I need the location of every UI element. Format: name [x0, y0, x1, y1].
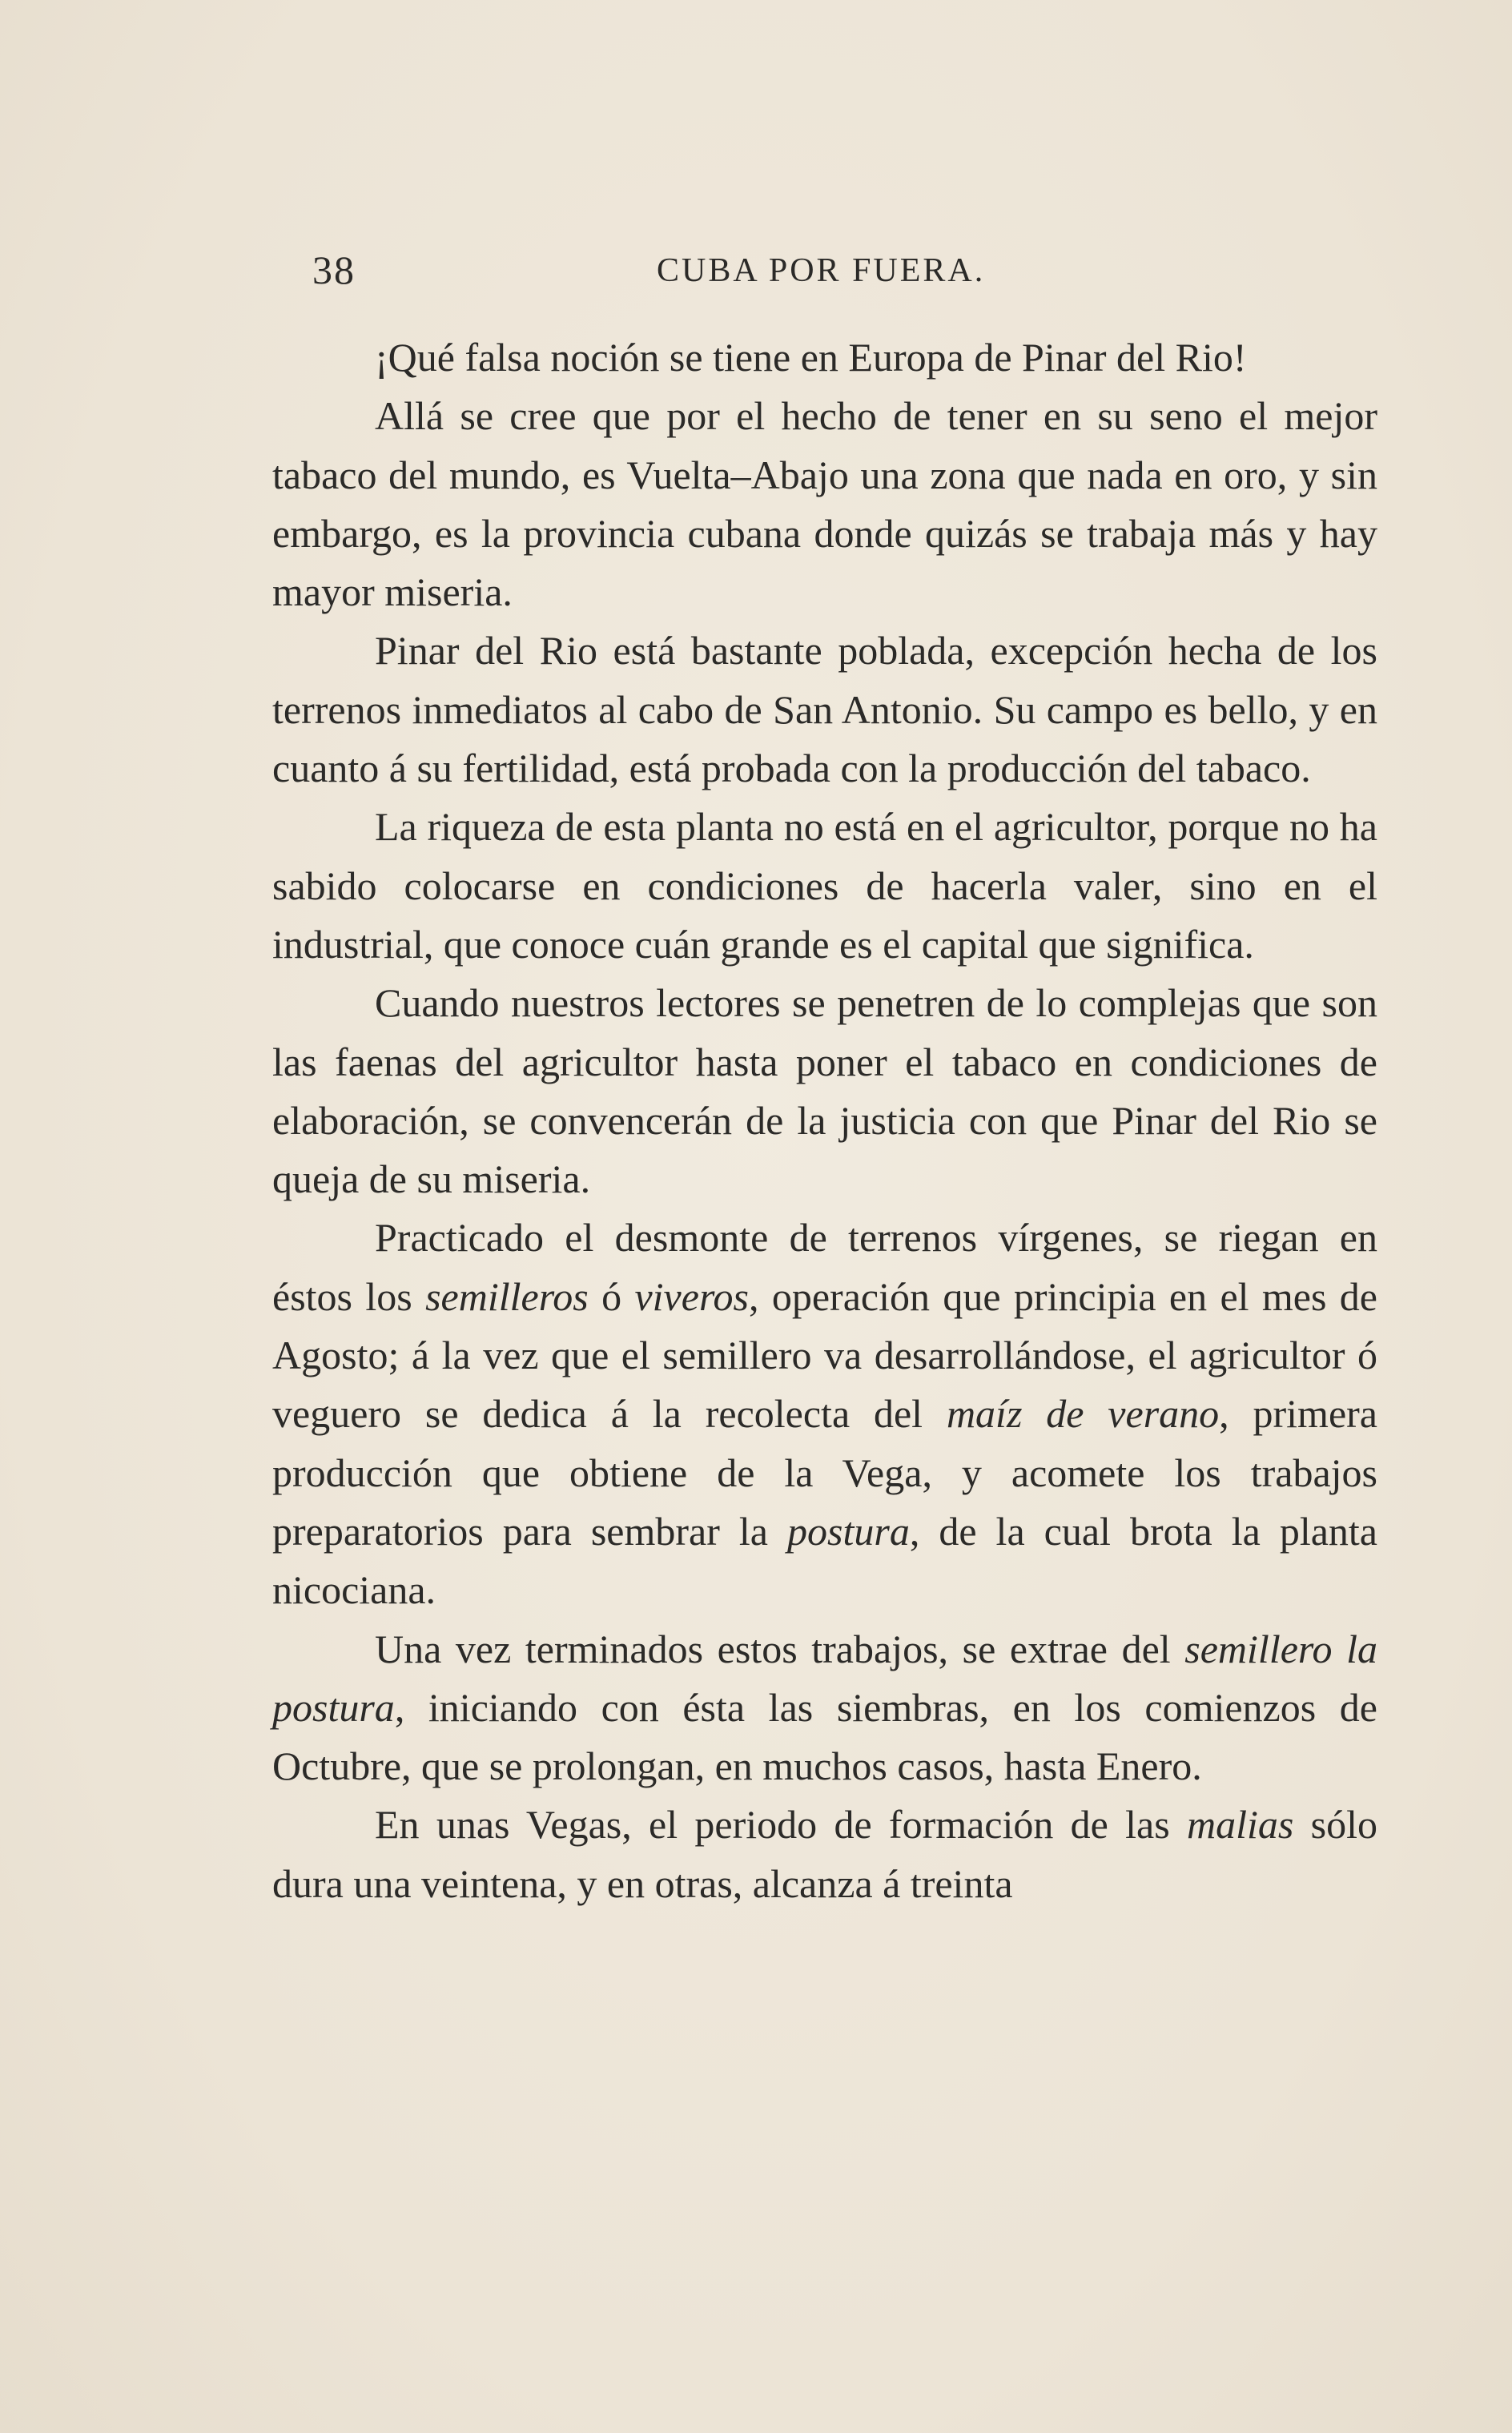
paragraph [272, 621, 1377, 798]
italic-term: maíz de verano [946, 1391, 1220, 1437]
text-run: Cuando nuestros lectores se penetren de lo complejas que son las faenas del agricultor hasta poner el tabaco en condiciones de elaboración, se convencerán de la justicia con que Pinar del Rio se queja de su miseria. [272, 980, 1377, 1202]
text-run: sólo dura una veintena, y en otras, alcanza á treinta [272, 1802, 1377, 1906]
paragraph [272, 1620, 1377, 1796]
page-number: 38 [312, 247, 356, 292]
text-run: Pinar del Rio está bastante poblada, excepción hecha de los terrenos inmediatos al cabo de San Antonio. Su campo es bello, y en cuanto á su fertilidad, está probada con la producción del tabaco. [272, 628, 1377, 791]
body-text [272, 328, 1377, 1913]
text-run: ¡Qué falsa noción se tiene en Europa de Pinar del Rio! [375, 335, 1247, 380]
text-run: , iniciando con ésta las siembras, en los comienzos de Octubre, que se prolongan, en muchos casos, hasta Enero. [272, 1684, 1377, 1789]
text-run: Una vez terminados estos trabajos, se extrae del [375, 1626, 1185, 1671]
italic-term: postura [787, 1508, 910, 1554]
italic-term: semilleros [425, 1273, 589, 1319]
text-run: ó [588, 1273, 635, 1319]
text-run: En unas Vegas, el periodo de formación de las [375, 1802, 1187, 1848]
paragraph [272, 328, 1377, 387]
text-run: La riqueza de esta planta no está en el agricultor, porque no ha sabido colocarse en condiciones de hacerla valer, sino en el industrial, que conoce cuán grande es el capital que significa. [272, 804, 1377, 967]
text-run: , de la cual brota la planta nicociana. [272, 1508, 1377, 1613]
paragraph [272, 798, 1377, 974]
italic-term: viveros [634, 1273, 749, 1319]
text-run: , primera producción que obtiene de la Vega, y acomete los trabajos preparatorios para sembrar la [272, 1391, 1377, 1554]
text-run: , operación que principia en el mes de Agosto; á la vez que el semillero va desarrollándose, el agricultor ó veguero se dedica á la recolecta del [272, 1273, 1377, 1437]
paragraph [272, 1208, 1377, 1619]
page-header [312, 247, 1385, 303]
italic-term: semillero la postura [272, 1626, 1378, 1730]
italic-term: malias [1187, 1802, 1294, 1848]
paragraph [272, 387, 1377, 621]
text-run: Practicado el desmonte de terrenos vírgenes, se riegan en éstos los [272, 1215, 1377, 1319]
text-run: Allá se cree que por el hecho de tener en su seno el mejor tabaco del mundo, es Vuelta–Abajo una zona que nada en oro, y sin embargo, es la provincia cubana donde quizás se trabaja más y hay mayor miseria. [272, 393, 1377, 615]
running-title: CUBA POR FUERA. [657, 252, 986, 289]
paragraph [272, 1796, 1377, 1913]
paragraph [272, 974, 1377, 1208]
